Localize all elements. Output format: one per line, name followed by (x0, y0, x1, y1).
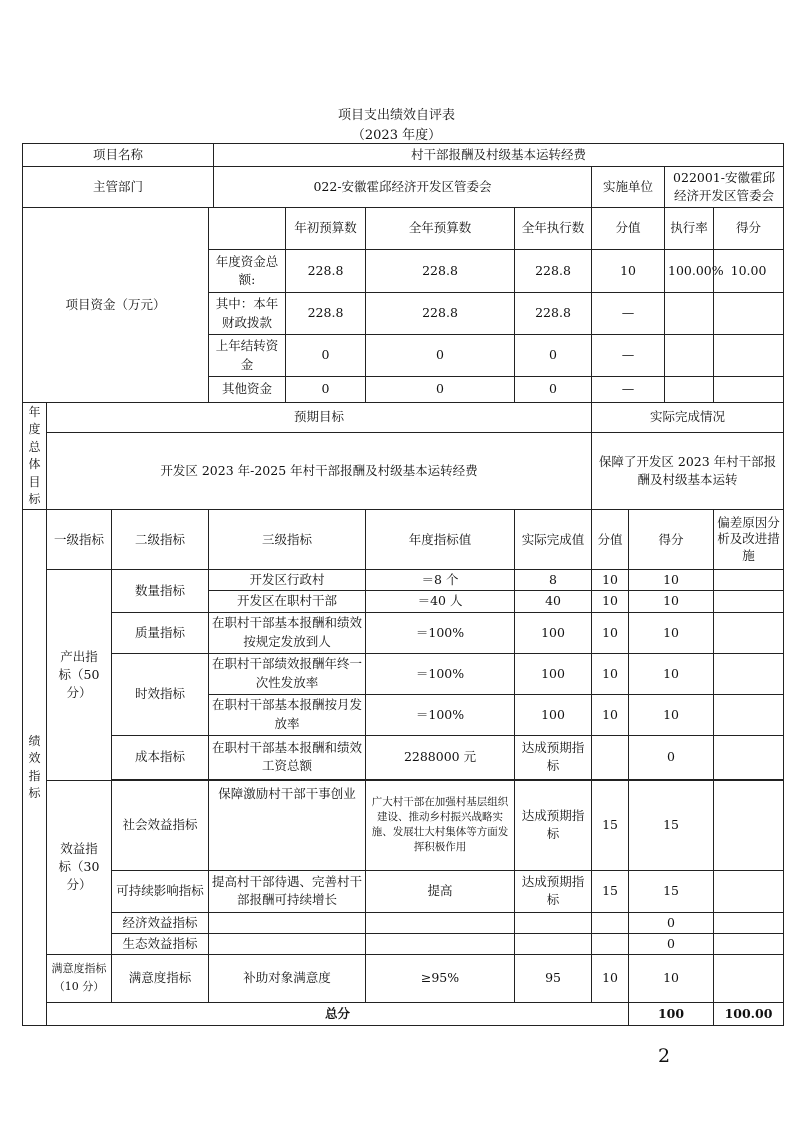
funds-score (714, 335, 784, 377)
funds-initial: 228.8 (286, 293, 366, 335)
indicator-row (23, 933, 784, 954)
indicator-target: ＝8 个 (366, 570, 515, 591)
indicator-actual: 100 (515, 653, 592, 694)
header-level3: 三级指标 (209, 510, 366, 570)
project-name-value: 村干部报酬及村级基本运转经费 (214, 144, 784, 167)
indicator-row (23, 870, 784, 912)
indicator-actual (515, 912, 592, 933)
timeliness-label: 时效指标 (112, 653, 209, 735)
indicator-actual: 100 (515, 694, 592, 735)
total-score: 100.00 (714, 1002, 784, 1025)
indicator-score: 10 (629, 570, 714, 591)
funds-header-rate: 执行率 (665, 208, 714, 250)
funds-executed: 0 (515, 377, 592, 403)
indicator-score: 10 (629, 591, 714, 612)
sustain-label: 可持续影响指标 (112, 870, 209, 912)
indicator-name: 提高村干部待遇、完善村干部报酬可持续增长 (209, 870, 366, 912)
funds-score-value: 10 (592, 250, 665, 293)
indicator-deviation (714, 591, 784, 612)
indicator-score: 0 (629, 912, 714, 933)
quality-label: 质量指标 (112, 612, 209, 653)
funds-label: 项目资金（万元） (23, 208, 209, 403)
funds-row-label: 其他资金 (209, 377, 286, 403)
expected-goal-text: 开发区 2023 年-2025 年村干部报酬及村级基本运转经费 (47, 432, 592, 509)
indicator-actual: 40 (515, 591, 592, 612)
indicator-score: 10 (629, 694, 714, 735)
self-evaluation-table (22, 143, 784, 1026)
actual-result-header: 实际完成情况 (592, 403, 784, 433)
indicator-value: 10 (592, 570, 629, 591)
indicator-name: 开发区行政村 (209, 570, 366, 591)
header-score: 得分 (629, 510, 714, 570)
indicator-target: 提高 (366, 870, 515, 912)
header-deviation: 偏差原因分析及改进措施 (714, 510, 784, 570)
funds-score-value: — (592, 293, 665, 335)
indicator-target (366, 933, 515, 954)
funds-annual: 228.8 (366, 250, 515, 293)
indicator-score: 15 (629, 870, 714, 912)
indicator-value: 15 (592, 780, 629, 870)
funds-header-blank (209, 208, 286, 250)
impl-value: 022001-安徽霍邱经济开发区管委会 (665, 167, 784, 208)
funds-executed: 0 (515, 335, 592, 377)
indicator-target: ＝100% (366, 653, 515, 694)
indicator-actual: 达成预期指标 (515, 735, 592, 779)
indicator-score: 15 (629, 780, 714, 870)
goals-header-row (23, 403, 784, 433)
indicator-target: ≥95% (366, 954, 515, 1002)
funds-row-label: 年度资金总额: (209, 250, 286, 293)
funds-header-annual: 全年预算数 (366, 208, 515, 250)
funds-rate (665, 377, 714, 403)
indicator-value: 10 (592, 653, 629, 694)
indicator-deviation (714, 780, 784, 870)
indicators-side-label: 绩效指标 (23, 510, 47, 1026)
goals-side-label: 年度总体目标 (23, 403, 47, 510)
form-year: （2023 年度） (351, 128, 442, 143)
indicator-deviation (714, 912, 784, 933)
indicator-name (209, 933, 366, 954)
funds-header-executed: 全年执行数 (515, 208, 592, 250)
indicator-target: 广大村干部在加强村基层组织建设、推动乡村振兴战略实施、发展壮大村集体等方面发挥积极作用 (366, 780, 515, 870)
indicator-actual: 达成预期指标 (515, 780, 592, 870)
indicator-deviation (714, 933, 784, 954)
indicator-score: 10 (629, 954, 714, 1002)
funds-initial: 228.8 (286, 250, 366, 293)
indicator-deviation (714, 570, 784, 591)
indicator-deviation (714, 954, 784, 1002)
funds-score: 10.00 (714, 250, 784, 293)
total-label: 总分 (47, 1002, 629, 1025)
indicator-target (366, 912, 515, 933)
indicator-deviation (714, 694, 784, 735)
indicator-target: 2288000 元 (366, 735, 515, 779)
total-row (23, 1002, 784, 1025)
header-value: 分值 (592, 510, 629, 570)
indicator-actual: 达成预期指标 (515, 870, 592, 912)
ecological-label: 生态效益指标 (112, 933, 209, 954)
quantity-label: 数量指标 (112, 570, 209, 612)
indicator-deviation (714, 870, 784, 912)
indicator-score: 10 (629, 653, 714, 694)
funds-score-value: — (592, 335, 665, 377)
header-level1: 一级指标 (47, 510, 112, 570)
indicator-row (23, 954, 784, 1002)
indicator-value: 10 (592, 612, 629, 653)
indicator-actual: 8 (515, 570, 592, 591)
funds-annual: 0 (366, 335, 515, 377)
funds-row-label: 其中：本年财政拨款 (209, 293, 286, 335)
funds-header-row (23, 208, 784, 250)
funds-header-score-value: 分值 (592, 208, 665, 250)
indicator-actual: 95 (515, 954, 592, 1002)
indicator-target: ＝40 人 (366, 591, 515, 612)
funds-rate (665, 335, 714, 377)
header-level2: 二级指标 (112, 510, 209, 570)
indicator-name: 在职村干部基本报酬和绩效工资总额 (209, 735, 366, 779)
funds-rate (665, 293, 714, 335)
indicator-deviation (714, 653, 784, 694)
indicator-row (23, 912, 784, 933)
dept-label: 主管部门 (23, 167, 214, 208)
funds-executed: 228.8 (515, 250, 592, 293)
satisfaction-sub-label: 满意度指标 (112, 954, 209, 1002)
indicator-name: 在职村干部基本报酬和绩效按规定发放到人 (209, 612, 366, 653)
cost-label: 成本指标 (112, 735, 209, 779)
indicator-value (592, 735, 629, 779)
project-name-label: 项目名称 (23, 144, 214, 167)
form-title: 项目支出绩效自评表 (337, 108, 455, 123)
indicator-deviation (714, 735, 784, 779)
indicator-name: 开发区在职村干部 (209, 591, 366, 612)
actual-result-text: 保障了开发区 2023 年村干部报酬及村级基本运转 (592, 432, 784, 509)
indicator-value (592, 912, 629, 933)
page-number: 2 (658, 1045, 671, 1067)
indicator-header-row (23, 510, 784, 570)
indicator-actual (515, 933, 592, 954)
indicator-value: 15 (592, 870, 629, 912)
funds-header-score: 得分 (714, 208, 784, 250)
funds-score (714, 293, 784, 335)
funds-annual: 0 (366, 377, 515, 403)
expected-goal-header: 预期目标 (47, 403, 592, 433)
output-label: 产出指标（50 分） (47, 570, 112, 780)
indicator-score: 0 (629, 735, 714, 779)
funds-row-label: 上年结转资金 (209, 335, 286, 377)
dept-value: 022-安徽霍邱经济开发区管委会 (214, 167, 592, 208)
satisfaction-label: 满意度指标（10 分） (47, 954, 112, 1002)
economic-label: 经济效益指标 (112, 912, 209, 933)
goals-content-row (23, 432, 784, 509)
benefit-label: 效益指标（30 分） (47, 780, 112, 954)
indicator-target: ＝100% (366, 694, 515, 735)
funds-rate: 100.00% (665, 250, 714, 293)
indicator-name: 在职村干部基本报酬按月发放率 (209, 694, 366, 735)
indicator-value: 10 (592, 591, 629, 612)
indicator-value (592, 933, 629, 954)
indicator-value: 10 (592, 954, 629, 1002)
funds-executed: 228.8 (515, 293, 592, 335)
indicator-score: 0 (629, 933, 714, 954)
indicator-score: 10 (629, 612, 714, 653)
indicator-row (23, 735, 784, 779)
header-target: 年度指标值 (366, 510, 515, 570)
funds-score (714, 377, 784, 403)
indicator-deviation (714, 612, 784, 653)
indicator-name (209, 912, 366, 933)
indicator-row (23, 653, 784, 694)
total-value: 100 (629, 1002, 714, 1025)
indicator-name: 补助对象满意度 (209, 954, 366, 1002)
indicator-row (23, 612, 784, 653)
funds-annual: 228.8 (366, 293, 515, 335)
indicator-actual: 100 (515, 612, 592, 653)
funds-initial: 0 (286, 335, 366, 377)
indicator-value: 10 (592, 694, 629, 735)
project-name-row (23, 144, 784, 167)
indicator-name: 在职村干部绩效报酬年终一次性发放率 (209, 653, 366, 694)
indicator-name: 保障激励村干部干事创业 (209, 780, 366, 870)
social-label: 社会效益指标 (112, 780, 209, 870)
indicator-row (23, 570, 784, 591)
department-row (23, 167, 784, 208)
indicator-target: ＝100% (366, 612, 515, 653)
funds-score-value: — (592, 377, 665, 403)
funds-initial: 0 (286, 377, 366, 403)
header-actual: 实际完成值 (515, 510, 592, 570)
funds-header-initial: 年初预算数 (286, 208, 366, 250)
impl-label: 实施单位 (592, 167, 665, 208)
indicator-row (23, 780, 784, 870)
